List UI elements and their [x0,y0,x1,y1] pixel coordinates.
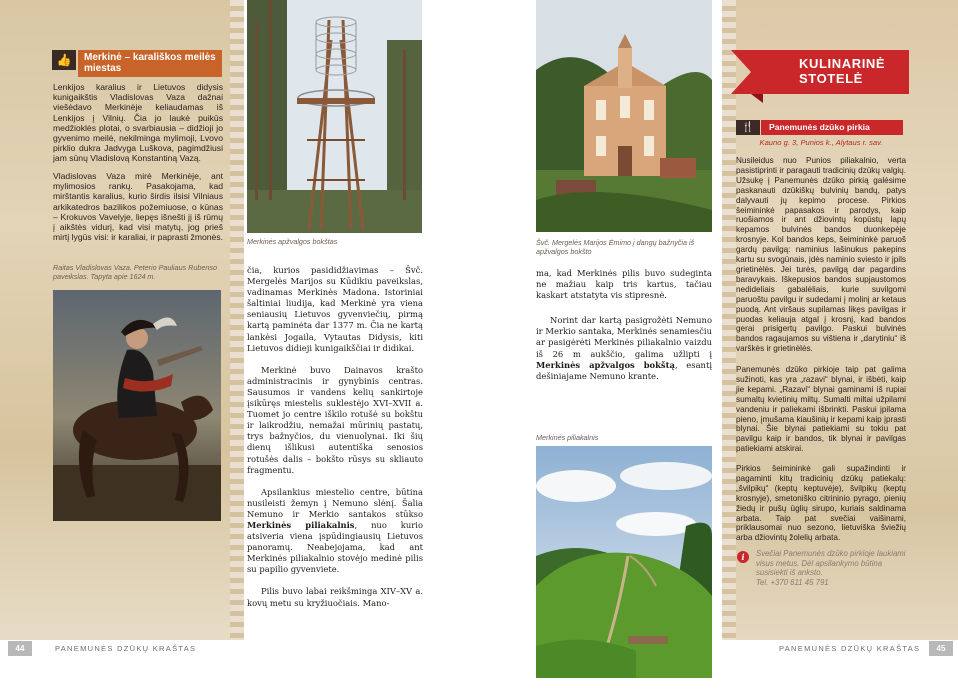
tower-caption: Merkinės apžvalgos bokštas [247,237,338,246]
culinary-stop-banner [751,50,909,94]
church-caption: Švč. Mergelės Marijos Ėmimo į dangų bažnyčia iš apžvalgos bokšto [536,238,695,256]
church-image [536,0,712,232]
fork-knife-icon: 🍴 [736,120,760,135]
paragraph-tower: Norint dar kartą pasigrožėti Nemuno ir Merkio santaka, Merkinės senamiesčiu ar pasigėrėti Merkinės piliakalnio vaizdu iš 26 m aukščio, galima užlipti į Merkinės apžvalgos bokštą, esantį dešiniajame Nemuno krante. [536,315,712,381]
running-title-right: PANEMUNĖS DZŪKŲ KRAŠTAS [779,644,921,653]
culinary-paragraph-2: Panemunės dzūko pirkioje taip pat galima sužinoti, kas yra „razavi“ blynai, ir išbėti, kaip jie kepami. „Razavi“ blynai gaminami iš rupiai sumaltų kvietinių miltų. Sumalti miltai užpilami vandeniu ir paliekami išbrinkti. Paskui įpilama pieno, įmušama kiaušinių ir kepami kaip įprasti blynai. Šie blynai patiekiami su tokiu pat pavilgu kaip ir bandos, tik blynai ir pavilgas patiekiami atskirai. [736,365,906,454]
paragraph-history: čia, kurios pasididžiavimas – Švč. Mergelės Marijos su Kūdikiu paveikslas, vadinamas Merkinės Madona. Istoriniai šaltiniai liudija, kad Merkinė yra viena seniausių Lietuvos gyvenviečių, pirmą kartą paminėta dar 1377 m. Čia ne kartą lankėsi Jogaila, Vytautas Didysis, kiti Lietuvos didieji kunigaikščiai ir didikai. [247,265,423,353]
info-icon: i [737,551,749,563]
visit-phone: Tel. +370 611 45 791 [756,577,829,587]
tower-emphasis: Merkinės apžvalgos bokštą [536,359,675,370]
hillfort-emphasis: Merkinės piliakalnis [247,519,355,530]
culinary-paragraph-1: Nusileidus nuo Punios piliakalnio, verta pasistiprinti ir paragauti tradicinių dzūkų valgių. Užsukę į Panemunės dzūko pirkią galėsime paskanauti dzūkiškų bulvinių bandų, patys dalyvauti jų kepimo procese. Pirkios šeimininkė papasakos ir parodys, kaip ruošiamos ir ant džiovintų kopūstų lapų kepamos bulvinės bandos duonkepėje krosnyje. Kol bandos keps, šeimininkė paruoš gardų pavilgą: naminius lašinukus pakepins kartu su svogūnais, įdės naminio sviesto ir įpils grietinėlės. Jei turės, pavilgą dar pagardins baravykais. Iškepusios bandos supjaustomos nedideliais gabalėliais, kurie suvilgomi paruoštu pavilgu ir sudedami į molinį ar ketaus puodą. Ant viršaus supilamas likęs pavilgas ir puodas keliauja atgal į krosnį, kad bandos gerai prisigertų pavilgo. Paskui bulvinės bandos ragaujamos su vištiena ir „darytiniu“ iš varškės ir grietinėlės. [736,156,906,354]
thumbs-up-icon: 👍 [52,50,76,70]
visit-info [756,549,906,587]
king-portrait-image [53,290,221,521]
visit-info-text: Svečiai Panemunės dzūko pirkioje laukiami visus metus. Dėl apsilankymo būtina susisiekti iš anksto. [756,549,906,578]
venue-address: Kauno g. 3, Punios k., Alytaus r. sav. [759,138,883,147]
venue-title: Panemunės dzūko pirkia [761,120,903,135]
right-main-column [536,268,712,393]
culinary-paragraph-3: Pirkios šeimininkė gali supažindinti ir pagaminti kitų tradicinių dzūkų patiekalų: „švilpikų“ (keptų keptuvėje), švilpikų (keptų krosnyje), smetoniško citrininio pyrago, pienių žiedų ir pušų ūglių sirupo, kuriais saldinama arbata. Taip pat svečiai vaišinami, priklausomai nuo sezono, lietuviška šviežių arba džiovintų žolelių arbata. [736,464,906,543]
banner-line: KULINARINĖ STOTELĖ [799,56,886,86]
right-page [479,0,958,692]
page-number-left: 44 [8,641,32,656]
sidebar-title: Merkinė – karališkos meilės miestas [78,50,222,77]
paragraph-castle: Pilis buvo labai reikšminga XIV–XV a. kovų metu su kryžiuočiais. Mano- [247,586,423,608]
sidebar-paragraph-1: Lenkijos karalius ir Lietuvos didysis kunigaikštis Vladislovas Vaza dažnai viešėdavo Merkinėje keliaudamas iš Lenkijos į Vilnių. Čia jo laukė puikūs medžioklės plotai, o svarbiausia – didžioji jo gyvenimo meilė, nekilminga mylimoji, Lvovo pirklio dukra Jadvyga Luškova, pagimdžiusi jam sūnų Vladislovą Konstantiną Vazą. [53,82,223,164]
page-number-right: 45 [929,641,953,656]
running-title-left: PANEMUNĖS DZŪKŲ KRAŠTAS [55,644,197,653]
observation-tower-image [247,0,422,233]
portrait-caption: Raitas Vladislovas Vaza. Peterio Pauliaus Rubenso paveikslas. Tapyta apie 1624 m. [53,263,217,281]
left-main-column [247,265,423,620]
paragraph-dainava: Merkinė buvo Dainavos krašto administracinis ir gynybinis centras. Sausumos ir vandens kelių sankirtoje įsikūręs miestelis suklestėjo XVI–XVII a. Tuomet jo centre iškilo rotušė su bokštu ir laikrodžiu, nemažai mūrinių pastatų, trys bažnyčios, du vienuolynai. Iki šių dienų išlikusi autentiška senosios rotušės dalis – bokšto rūsys su skliauto fragmentu. [247,364,423,475]
hillfort-image [536,446,712,678]
hillfort-caption: Merkinės piliakalnis [536,433,599,442]
paragraph-hillfort: Apsilankius miestelio centre, būtina nusileisti žemyn į Nemuno slėnį. Šalia Nemuno ir Merkio santakos stūkso Merkinės piliakalnis, nuo kurio atsiveria viena įspūdingiausių Lietuvos panoramų. Neabejojama, kad ant Merkinės piliakalnio stovėjo medinė pilis su papilio gyvenviete. [247,486,423,575]
paragraph-castle-cont: ma, kad Merkinės pilis buvo sudeginta ne mažiau kaip tris kartus, tačiau kaskart atstatyta vis stipresnė. [536,268,712,301]
sidebar-paragraph-2: Vladislovas Vaza mirė Merkinėje, ant mylimosios rankų. Pasakojama, kad mirštantis karalius, kurio širdis ilsisi Vilniaus arkikatedros bazilikos požemiuose, o kūnas – Krokuvos Vavelyje, liepęs išnešti jį iš rūmų į aikštės vidurį, kad visi matytų, jog prieš mirtį lygūs visi: ir karaliai, ir paprasti žmonės. [53,171,224,243]
